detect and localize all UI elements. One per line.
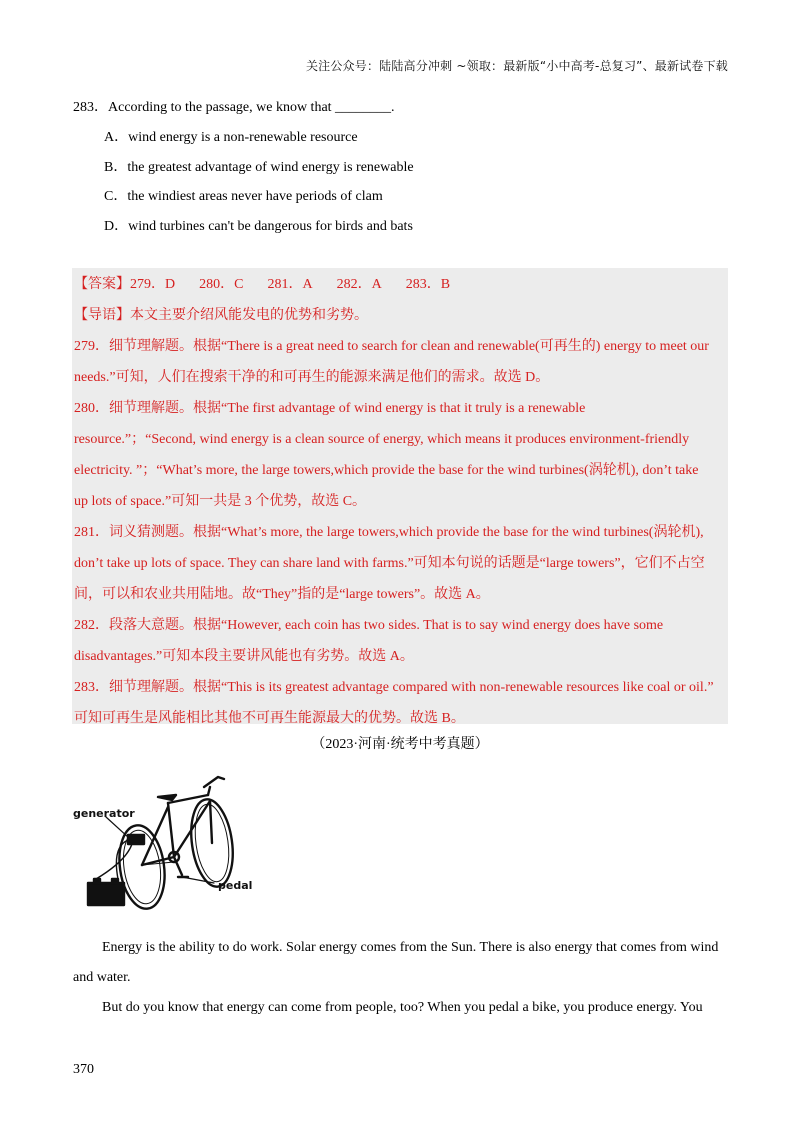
question-283 [73,98,733,246]
explanation-line: don’t take up lots of space. They can share land with farms.”可知本句说的话题是“large towers”，它们不占空 [74,556,705,571]
answer-item: 280．C [199,277,244,292]
reading-passage [73,937,728,1027]
battery [88,883,124,905]
explanation-line: 283．细节理解题。根据“This is its greatest advantage compared with non-renewable resources like coal or oil.” [74,680,714,695]
passage-line: and water. [73,970,131,985]
answer-item: 282．A [336,277,382,292]
explanation-line: 可知可再生是风能相比其他不可再生能源最大的优势。故选 B。 [74,711,465,726]
option-a: A．wind energy is a non-renewable resource [104,130,358,145]
pedal-label: pedal [218,879,253,892]
explanation-line: resource.”；“Second, wind energy is a clean source of energy, which means it produces environment-friendly [74,432,690,447]
generator-label: generator [73,807,135,820]
answer-key-line [74,274,726,305]
generator-device [128,835,144,844]
passage-line: Energy is the ability to do work. Solar energy comes from the Sun. There is also energy that comes from wind [102,940,719,955]
answer-item: 279．D [130,277,176,292]
passage-line: But do you know that energy can come from people, too? When you pedal a bike, you produce energy. You [102,1000,703,1015]
page-header: 关注公众号：陆陆高分冲刺 ~领取：最新版“小中高考-总复习”、最新试卷下载 [305,59,728,73]
option-d: D．wind turbines can't be dangerous for birds and bats [104,218,413,234]
option-c: C．the windiest areas never have periods of clam [104,189,383,204]
explanation-line: 282．段落大意题。根据“However, each coin has two sides. That is to say wind energy does have some [74,618,664,633]
guide-line: 【导语】本文主要介绍风能发电的优势和劣势。 [74,308,368,323]
explanation-line: electricity. ”；“What’s more, the large towers,which provide the base for the wind turbines(涡轮机), don’t take [74,463,699,478]
question-stem: 283．According to the passage, we know that ________. [73,100,395,115]
explanation-line: up lots of space.”可知一共是 3 个优势，故选 C。 [74,494,367,509]
answer-box [72,268,728,724]
answer-item: 281．A [267,277,313,292]
page-number: 370 [73,1062,94,1077]
explanation-line: 279．细节理解题。根据“There is a great need to search for clean and renewable(可再生的) energy to meet our [74,339,709,354]
source-citation: （2023·河南·统考中考真题） [311,737,489,752]
explanation-line: needs.”可知，人们在搜索干净的和可再生的能源来满足他们的需求。故选 D。 [74,370,550,385]
explanation-line: 280．细节理解题。根据“The first advantage of wind energy is that it truly is a renewable [74,401,586,416]
answer-item: 283．B [405,277,451,292]
bicycle-generator-illustration [72,765,270,925]
explanation-line: 间，可以和农业共用陆地。故“They”指的是“large towers”。故选 A。 [74,587,490,602]
answer-label: 【答案】 [74,277,130,292]
explanation-line: 281．词义猜测题。根据“What’s more, the large towers,which provide the base for the wind turbines(涡轮机), [74,525,704,540]
option-b: B．the greatest advantage of wind energy is renewable [104,159,414,175]
explanation-line: disadvantages.”可知本段主要讲风能也有劣势。故选 A。 [74,649,414,664]
